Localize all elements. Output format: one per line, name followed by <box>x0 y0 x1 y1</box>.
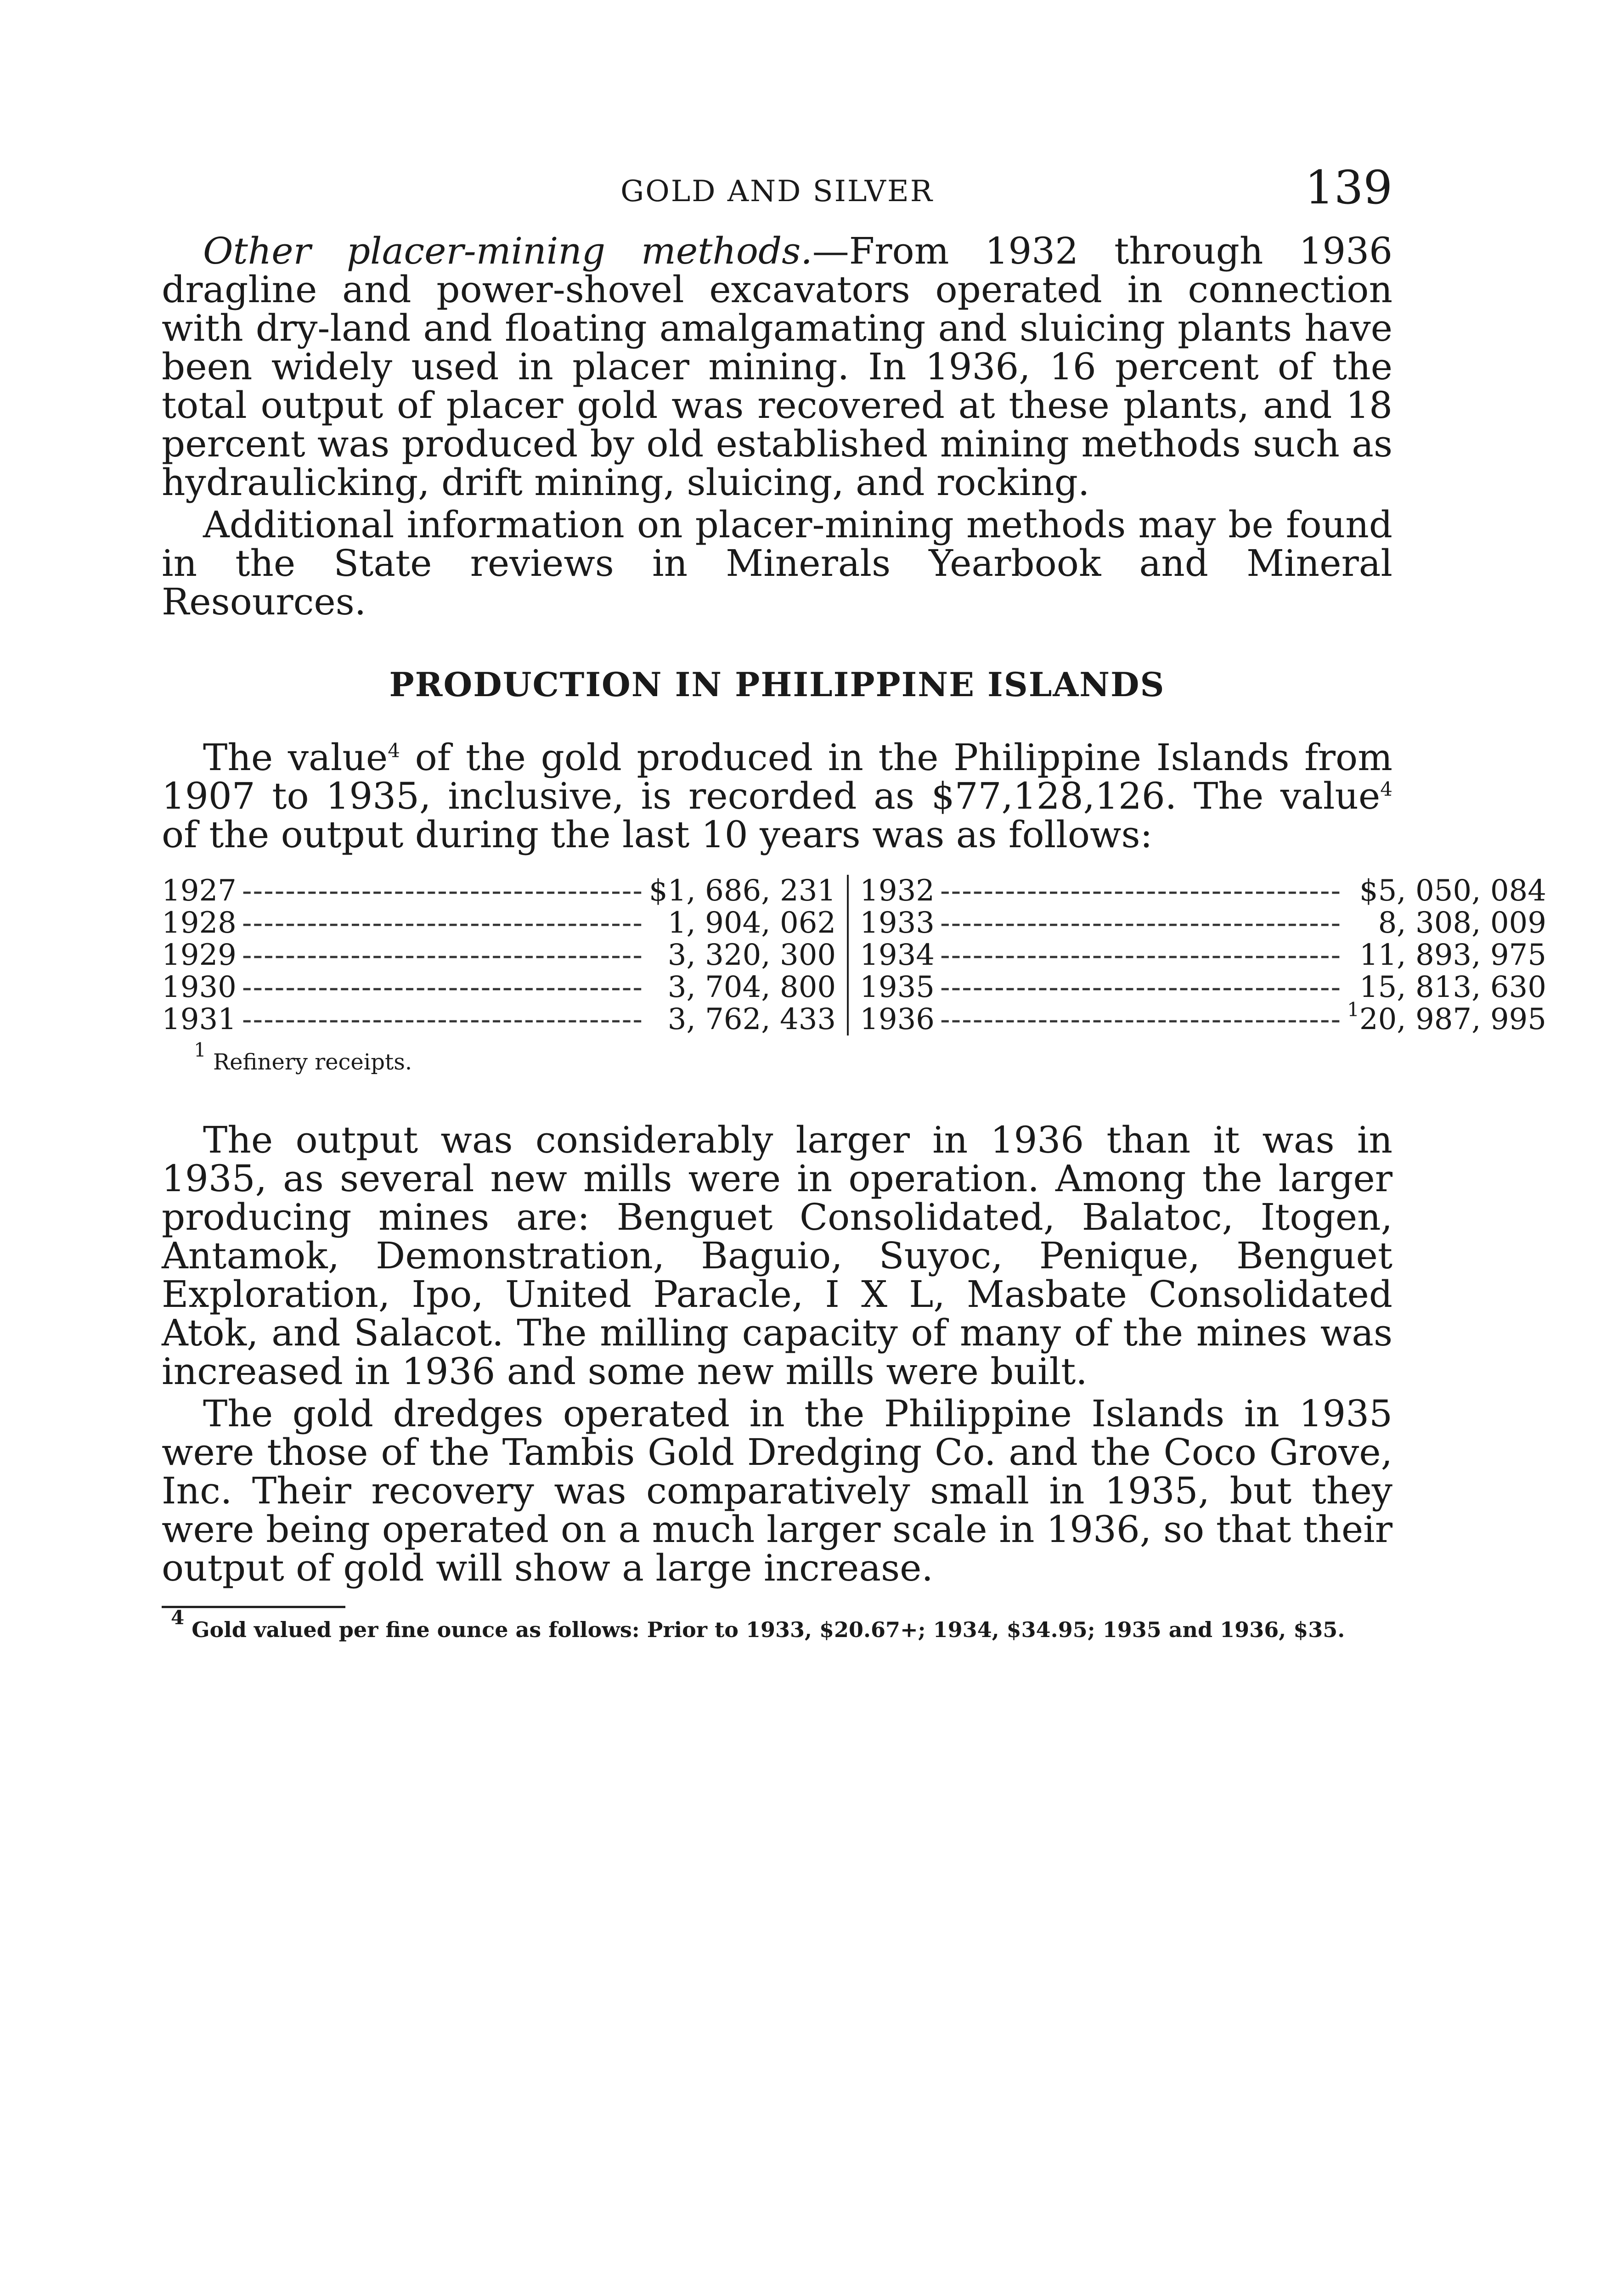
row-value-text: $5, 050, 084 <box>1359 874 1546 908</box>
paragraph-text: of the output during the last 10 years was as follows: <box>162 813 1153 856</box>
paragraph-output-1936 <box>162 1121 1392 1391</box>
table-row <box>162 971 836 1003</box>
running-head: GOLD AND SILVER <box>620 174 934 208</box>
row-value <box>1347 998 1546 1036</box>
footnote-marker: 4 <box>1380 778 1392 800</box>
footnote-marker: 4 <box>171 1606 185 1629</box>
row-value <box>1359 939 1546 971</box>
paragraph-additional-info <box>162 503 1392 623</box>
table-note-text: Refinery receipts. <box>206 1049 412 1075</box>
row-value: 3, 704, 800 <box>667 970 836 1004</box>
row-value <box>1378 907 1546 939</box>
production-table <box>162 874 1546 1036</box>
row-value: 1, 904, 062 <box>667 906 836 940</box>
row-value <box>1359 875 1546 907</box>
row-leader: ------------------------------------- <box>940 939 1342 971</box>
body-text <box>162 230 1546 1642</box>
row-leader: ------------------------------------- <box>940 875 1342 907</box>
paragraph-value-intro <box>162 738 1392 854</box>
table-row <box>162 939 836 971</box>
footnote <box>171 1606 1392 1642</box>
paragraph-text: —From 1932 through 1936 dragline and power-shovel excavators operated in connection with dry-land and floating amalgamating and sluicing plants have been widely used in placer mining. In 1936, 16 percent of the total output of placer gold was recovered at these plants, and 18 percent was produced by old established mining methods such as hydraulicking, drift mining, sluicing, and rocking. <box>162 230 1392 504</box>
footnote-text: Gold valued per fine ounce as follows: Prior to 1933, $20.67+; 1934, $34.95; 1935 and 1936, $35. <box>184 1617 1345 1642</box>
row-leader: ------------------------------------- <box>940 907 1342 939</box>
table-row <box>162 907 836 939</box>
row-value <box>1359 971 1546 1003</box>
row-leader: ------------------------------------- <box>242 971 643 1003</box>
row-year: 1928 <box>162 906 237 940</box>
table-note-marker: 1 <box>194 1039 206 1061</box>
row-leader: ------------------------------------- <box>242 875 643 907</box>
table-row <box>162 1003 836 1035</box>
row-year: 1932 <box>860 874 935 908</box>
row-year: 1930 <box>162 970 237 1004</box>
paragraph-text: The value <box>203 736 388 779</box>
row-leader: ------------------------------------- <box>940 971 1342 1003</box>
paragraph-gold-dredges <box>162 1392 1392 1589</box>
row-value-text: 11, 893, 975 <box>1359 938 1546 972</box>
row-value: 3, 320, 300 <box>667 938 836 972</box>
row-value-text: 15, 813, 630 <box>1359 970 1546 1004</box>
row-year: 1934 <box>860 938 935 972</box>
row-value-text: 20, 987, 995 <box>1359 1002 1546 1036</box>
table-row <box>860 875 1546 907</box>
row-year: 1933 <box>860 906 935 940</box>
paragraph-text: The gold dredges operated in the Philippine Islands in 1935 were those of the Tambis Gold Dredging Co. and the Coco Grove, Inc. Their recovery was comparatively small in 1935, but they were being operated on a much larger scale in 1936, so that their output of gold will show a large increase. <box>162 1392 1392 1589</box>
row-year: 1936 <box>860 1002 935 1036</box>
table-row <box>860 971 1546 1003</box>
row-year: 1935 <box>860 970 935 1004</box>
page-header <box>162 152 1392 225</box>
footnote-rule <box>162 1606 345 1608</box>
row-year: 1929 <box>162 938 237 972</box>
footnote-marker: 4 <box>388 739 400 762</box>
row-value: $1, 686, 231 <box>649 874 836 908</box>
row-year: 1931 <box>162 1002 237 1036</box>
table-column-right <box>849 875 1546 1035</box>
table-row <box>860 998 1546 1036</box>
table-row <box>162 875 836 907</box>
table-row <box>860 907 1546 939</box>
table-note <box>194 1039 1392 1075</box>
row-leader: ------------------------------------- <box>940 1003 1342 1035</box>
paragraph-placer-methods <box>162 232 1392 502</box>
paragraph-italic-lead: Other placer-mining methods. <box>203 230 812 272</box>
row-leader: ------------------------------------- <box>242 939 643 971</box>
section-heading: PRODUCTION IN PHILIPPINE ISLANDS <box>389 665 1165 704</box>
row-year: 1927 <box>162 874 237 908</box>
paragraph-text: of the gold produced in the Philippine Islands from 1907 to 1935, inclusive, is recorded as $77,128,126. The value <box>162 736 1393 817</box>
row-leader: ------------------------------------- <box>242 907 643 939</box>
page-number: 139 <box>1305 161 1392 214</box>
paragraph-text: The output was considerably larger in 1936 than it was in 1935, as several new mills were in operation. Among the larger producing mines are: Benguet Consolidated, Balatoc, Itogen, Antamok, Demonstration, Baguio, Suyoc, Penique, Benguet Exploration, Ipo, United Paracle, I X L, Masbate Consolidated Atok, and Salacot. The milling capacity of many of the mines was increased in 1936 and some new mills were built. <box>162 1119 1392 1393</box>
row-value-text: 8, 308, 009 <box>1378 906 1546 940</box>
row-footnote-marker: 1 <box>1347 998 1359 1021</box>
row-value: 3, 762, 433 <box>667 1002 836 1036</box>
paragraph-text: Additional information on placer-mining methods may be found in the State reviews in Minerals Yearbook and Mineral Resources. <box>162 503 1392 623</box>
table-row <box>860 939 1546 971</box>
table-column-left <box>162 875 849 1035</box>
row-leader: ------------------------------------- <box>242 1003 643 1035</box>
